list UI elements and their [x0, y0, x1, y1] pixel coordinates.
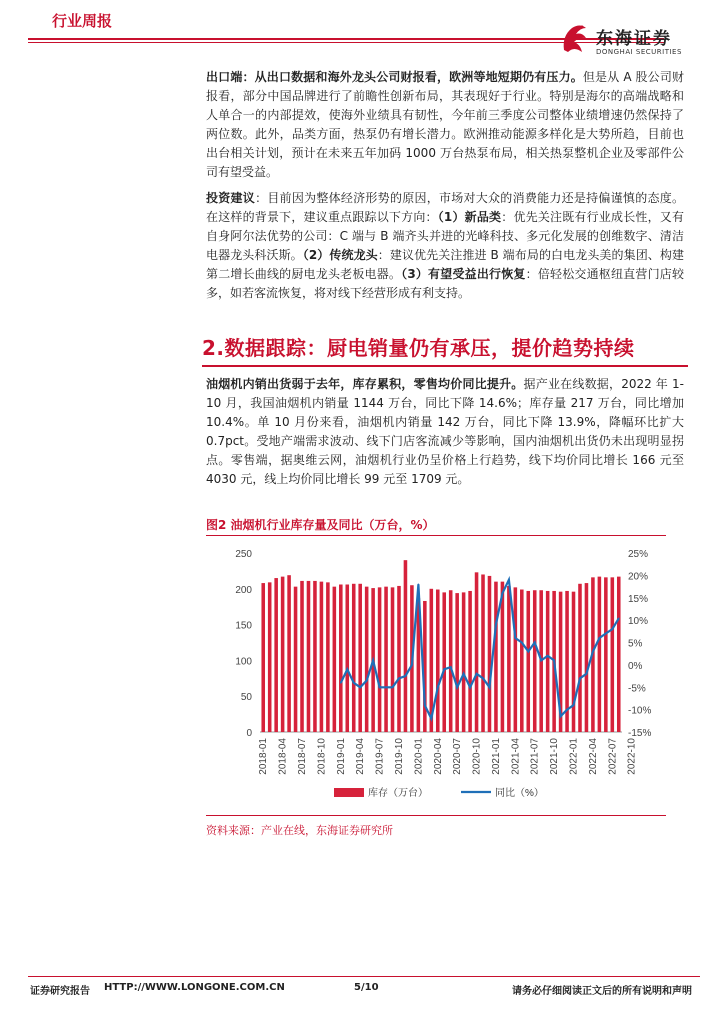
- yoy-point: [353, 682, 355, 684]
- yoy-point: [392, 686, 394, 688]
- y-left-tick-label: 50: [240, 692, 252, 704]
- y-right-tick-label: -10%: [628, 705, 652, 717]
- yoy-point: [612, 628, 614, 630]
- yoy-point: [398, 678, 400, 680]
- paragraph-body: ：目前因为整体经济形势的原因，市场对大众的消费能力还是持偏谨慎的态度。在这样的背景下，建议重点跟踪以下方向：: [206, 191, 684, 224]
- yoy-point: [540, 660, 542, 662]
- inventory-bar: [345, 585, 349, 732]
- x-tick-label: 2019-07: [374, 738, 386, 775]
- yoy-point: [553, 660, 555, 662]
- inventory-bar: [339, 585, 343, 732]
- yoy-line: [341, 580, 619, 719]
- yoy-point: [573, 704, 575, 706]
- section-heading: [202, 332, 692, 368]
- inventory-bar: [313, 581, 317, 732]
- yoy-point: [579, 678, 581, 680]
- yoy-point: [534, 642, 536, 644]
- yoy-point: [482, 678, 484, 680]
- paragraph-lead: 出口端：从出口数据和海外龙头公司财报看，欧洲等地短期仍有压力。: [206, 70, 583, 84]
- paragraph-bold-item: （1）新品类: [437, 210, 502, 224]
- inventory-bar: [261, 583, 265, 732]
- inventory-bar: [384, 587, 388, 732]
- inventory-bar: [494, 582, 498, 732]
- yoy-point: [385, 686, 387, 688]
- yoy-point: [566, 709, 568, 711]
- company-logo: [558, 20, 682, 64]
- inventory-bar: [274, 578, 278, 732]
- paragraph-investment: [206, 189, 684, 303]
- logo-english-name: DONGHAI SECURITIES: [596, 48, 682, 56]
- yoy-point: [346, 669, 348, 671]
- footer-page-number: 5/10: [354, 982, 379, 993]
- x-tick-label: 2022-10: [626, 738, 638, 775]
- inventory-bar: [488, 576, 492, 732]
- inventory-bar: [436, 590, 440, 732]
- x-tick-label: 2018-10: [316, 738, 328, 775]
- section-underline: [202, 365, 688, 367]
- header-title: 行业周报: [52, 12, 113, 30]
- inventory-bar: [294, 587, 298, 732]
- yoy-point: [366, 680, 368, 682]
- x-tick-label: 2022-07: [607, 738, 619, 775]
- yoy-point: [495, 624, 497, 626]
- inventory-bar: [598, 577, 602, 732]
- inventory-bar: [462, 592, 466, 732]
- yoy-point: [418, 584, 420, 586]
- inventory-bar: [287, 575, 291, 732]
- paragraph-body: ：建议优先关注推进 B 端布局的白电龙头美的集团、构建第二增长曲线的厨电龙头老板电器。: [206, 248, 684, 281]
- inventory-bar: [365, 587, 369, 732]
- yoy-point: [437, 686, 439, 688]
- x-tick-label: 2022-01: [568, 738, 580, 775]
- footer-disclaimer: 请务必仔细阅读正文后的所有说明和声明: [512, 986, 692, 997]
- inventory-bar: [468, 591, 472, 732]
- yoy-point: [456, 686, 458, 688]
- yoy-point: [476, 673, 478, 675]
- y-left-tick-label: 0: [246, 728, 252, 739]
- yoy-point: [618, 618, 620, 620]
- x-tick-label: 2020-10: [471, 738, 483, 775]
- figure-top-rule: [206, 535, 666, 536]
- yoy-point: [586, 673, 588, 675]
- footer-website-link[interactable]: HTTP://WWW.LONGONE.COM.CN: [104, 982, 285, 993]
- y-right-tick-label: -5%: [628, 683, 646, 695]
- y-right-tick-label: -15%: [628, 728, 652, 739]
- inventory-bar: [520, 590, 524, 732]
- x-tick-label: 2020-07: [452, 738, 464, 775]
- yoy-point: [605, 633, 607, 635]
- legend-bar-swatch: [334, 788, 364, 797]
- x-tick-label: 2022-04: [587, 738, 599, 775]
- inventory-bar: [358, 584, 362, 732]
- x-tick-label: 2019-01: [335, 738, 347, 775]
- inventory-bar: [397, 586, 401, 732]
- yoy-point: [527, 651, 529, 653]
- yoy-point: [411, 664, 413, 666]
- inventory-bar: [442, 592, 446, 732]
- y-left-tick-label: 200: [235, 584, 252, 596]
- y-right-tick-label: 15%: [628, 593, 649, 605]
- paragraph-body: ：倍轻松交通枢纽直营门店较多，如若客流恢复，将对线下经营形成有利支持。: [206, 267, 684, 300]
- paragraph-body: 据产业在线数据，2022 年 1-10 月，我国油烟机内销量 1144 万台，同比下降 14.6%；库存量 217 万台，同比增加 10.4%。单 10 月份来看，油烟机内销量 142 万台，同比下降 13.9%，降幅环比扩大 0.7pct。受地产端需求波动、线下门店客流减少等影响，国内油烟机出货仍未出现明显拐点。零售端，据奥维云网，油烟机行业仍呈价格上行趋势，线下均价同比增长 166 元至 4030 元，线上均价同比增长 99 元至 1709 元。: [206, 377, 684, 486]
- x-tick-label: 2021-01: [490, 738, 502, 775]
- inventory-bar: [281, 577, 285, 732]
- figure-source: 资料来源：产业在线，东海证券研究所: [206, 824, 393, 837]
- inventory-bar: [455, 593, 459, 732]
- figure-title: 图2 油烟机行业库存量及同比（万台，%）: [206, 518, 435, 532]
- y-right-tick-label: 10%: [628, 616, 649, 628]
- paragraph-bold-item: （2）传统龙头: [302, 248, 378, 262]
- inventory-bar: [611, 577, 615, 732]
- paragraph-body: ：优先关注既有行业成长性，又有自身阿尔法优势的公司：C 端与 B 端齐头并进的光峰科技、多元化发展的创维数字、清洁电器龙头科沃斯。: [206, 210, 684, 262]
- y-right-tick-label: 5%: [628, 638, 643, 650]
- inventory-bar: [404, 560, 408, 732]
- yoy-point: [359, 686, 361, 688]
- x-tick-label: 2018-07: [297, 738, 309, 775]
- inventory-bar: [475, 572, 479, 732]
- yoy-point: [508, 579, 510, 581]
- paragraph-range-hood: [206, 375, 684, 489]
- inventory-bar: [481, 574, 485, 732]
- x-tick-label: 2018-01: [258, 738, 270, 775]
- x-tick-label: 2021-10: [549, 738, 561, 775]
- footer-left-label: 证券研究报告: [30, 986, 90, 997]
- inventory-bar: [320, 582, 324, 732]
- inventory-bar: [378, 587, 382, 732]
- paragraph-lead: 油烟机内销出货弱于去年，库存累积，零售均价同比提升。: [206, 377, 524, 391]
- inventory-bar: [546, 591, 550, 732]
- y-right-tick-label: 25%: [628, 549, 649, 560]
- y-left-tick-label: 100: [235, 656, 252, 668]
- x-tick-label: 2018-04: [277, 738, 289, 775]
- x-tick-label: 2020-04: [432, 738, 444, 775]
- paragraph-body: 但是从 A 股公司财报看，部分中国品牌进行了前瞻性创新布局，其表现好于行业。特别是海尔的高端战略和人单合一的内部提效，使海外业绩具有韧性，今年前三季度公司整体业绩增速仍然保持了两位数。此外，品类方面，热泵仍有增长潜力。欧洲推动能源多样化是大势所趋，目前也出台相关计划，预计在未来五年加码 1000 万台热泵布局，相关热泵整机企业及零部件公司有望受益。: [206, 70, 684, 179]
- y-left-tick-label: 150: [235, 620, 252, 632]
- inventory-bar: [307, 581, 311, 732]
- yoy-point: [560, 716, 562, 718]
- section-title: 2.数据跟踪：厨电销量仍有承压，提价趋势持续: [202, 336, 635, 360]
- inventory-bar: [526, 591, 530, 732]
- inventory-bar: [391, 587, 395, 732]
- paragraph-lead: 投资建议: [206, 191, 256, 205]
- figure-bottom-rule: [206, 815, 666, 816]
- yoy-point: [515, 637, 517, 639]
- footer-divider: [28, 976, 700, 977]
- legend-bar-label: 库存（万台）: [368, 788, 428, 799]
- inventory-bar: [352, 584, 356, 732]
- inventory-bar: [333, 587, 337, 732]
- yoy-point: [340, 682, 342, 684]
- yoy-point: [469, 686, 471, 688]
- inventory-bar: [449, 590, 453, 732]
- yoy-point: [599, 637, 601, 639]
- yoy-point: [592, 651, 594, 653]
- x-tick-label: 2019-04: [355, 738, 367, 775]
- yoy-point: [405, 675, 407, 677]
- logo-chinese-name: 东海证券: [596, 29, 672, 49]
- inventory-bar: [268, 582, 272, 732]
- inventory-bar: [300, 581, 304, 732]
- inventory-bar: [572, 592, 576, 732]
- paragraph-export: [206, 68, 684, 182]
- inventory-bar: [585, 583, 589, 732]
- inventory-bar: [507, 586, 511, 732]
- yoy-point: [463, 673, 465, 675]
- x-tick-label: 2021-07: [529, 738, 541, 775]
- yoy-point: [443, 669, 445, 671]
- inventory-bar: [604, 577, 608, 732]
- yoy-point: [547, 655, 549, 657]
- x-tick-label: 2020-01: [413, 738, 425, 775]
- yoy-point: [372, 660, 374, 662]
- x-tick-label: 2019-10: [393, 738, 405, 775]
- inventory-bar: [514, 587, 518, 732]
- x-tick-label: 2021-04: [510, 738, 522, 775]
- yoy-point: [379, 686, 381, 688]
- yoy-point: [502, 592, 504, 594]
- yoy-point: [489, 686, 491, 688]
- inventory-bar: [578, 584, 582, 732]
- inventory-bar: [533, 590, 537, 732]
- inventory-bar: [326, 582, 330, 732]
- yoy-point: [450, 666, 452, 668]
- legend-line-label: 同比（%）: [495, 788, 544, 799]
- yoy-point: [424, 704, 426, 706]
- yoy-point: [431, 718, 433, 720]
- dragon-logo-icon: [558, 20, 592, 60]
- y-right-tick-label: 20%: [628, 571, 649, 583]
- paragraph-bold-item: （3）有望受益出行恢复: [401, 267, 526, 281]
- y-right-tick-label: 0%: [628, 660, 643, 672]
- yoy-point: [521, 642, 523, 644]
- inventory-bar: [617, 577, 621, 732]
- inventory-chart: [206, 540, 666, 812]
- y-left-tick-label: 250: [235, 549, 252, 560]
